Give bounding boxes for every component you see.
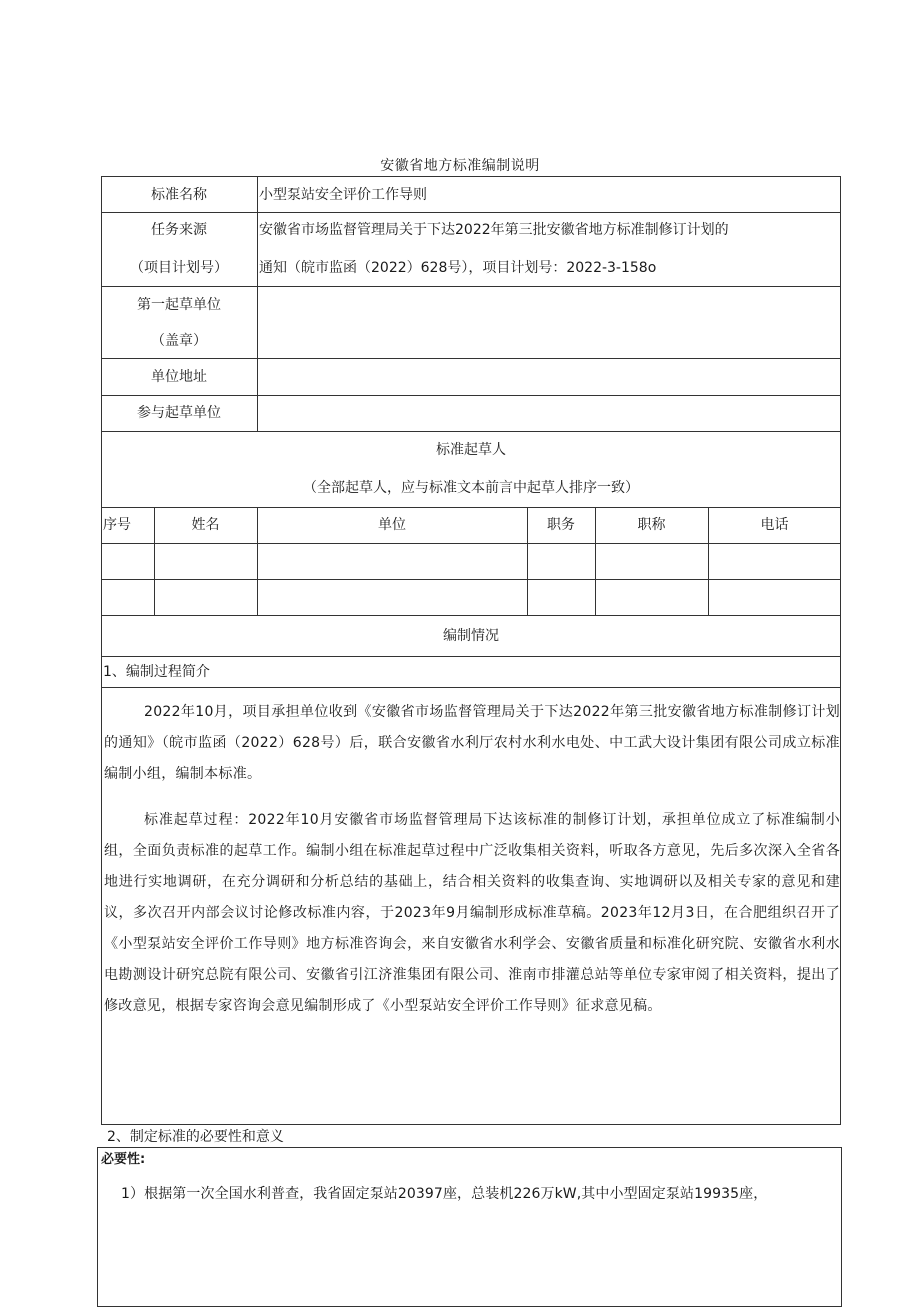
column-header-title: 职称 [637,517,666,533]
necessity-item-1: 1）根据第一次全国水利普查，我省固定泵站20397座，总装机226万kW,其中小型固定泵站19935座， [121,1186,768,1202]
task-source-value: 安徽省市场监督管理局关于下达2022年第三批安徽省地方标准制修订计划的 [259,222,729,238]
necessity-label: 必要性: [101,1152,146,1167]
row-divider [101,286,841,287]
column-header-position: 职务 [547,517,575,533]
section2-title: 2、制定标准的必要性和意义 [107,1129,284,1145]
standard-name-value: 小型泵站安全评价工作导则 [259,187,427,203]
drafters-heading: 标准起草人 [436,442,506,458]
row-divider [101,687,841,688]
project-plan-no-label: （项目计划号） [130,260,228,276]
column-divider [257,176,258,431]
row-divider [101,507,841,508]
row-divider [101,579,841,580]
project-plan-no-value: 通知（皖市监函（2022）628号），项目计划号：2022-3-158o [259,260,657,276]
column-header-name: 姓名 [191,517,220,533]
first-drafter-label: 第一起草单位 [137,297,221,313]
participants-label: 参与起草单位 [137,405,221,421]
task-source-label: 任务来源 [151,222,207,238]
column-header-index: 序号 [103,517,131,533]
section2-table [97,1147,842,1307]
column-header-phone: 电话 [760,517,789,533]
compilation-paragraph-2: 标准起草过程：2022年10月安徽省市场监督管理局下达该标准的制修订计划，承担单位成立了标准编制小组，全面负责标准的起草工作。编制小组在标准起草过程中广泛收集相关资料，听取各方意见，先后多次深入全省各地进行实地调研，在充分调研和分析总结的基础上，结合相关资料的收集查询、实地调研以及相关专家的意见和建议，多次召开内部会议讨论修改标准内容，于2023年9月编制形成标准草稿。2023年12月3日，在合肥组织召开了《小型泵站安全评价工作导则》地方标准咨询会，来自安徽省水利学会、安徽省质量和标准化研究院、安徽省水利水电勘测设计研究总院有限公司、安徽省引江济淮集团有限公司、淮南市排灌总站等单位专家审阅了相关资料，提出了修改意见，根据专家咨询会意见编制形成了《小型泵站安全评价工作导则》征求意见稿。 [104,812,840,1014]
row-divider [101,656,841,657]
row-divider [101,615,841,616]
compilation-heading: 编制情况 [443,628,499,644]
row-divider [101,212,841,213]
compilation-paragraph-1: 2022年10月，项目承担单位收到《安徽省市场监督管理局关于下达2022年第三批安徽省地方标准制修订计划的通知》（皖市监函（2022）628号）后，联合安徽省水利厅农村水利水电处、中工武大设计集团有限公司成立标准编制小组，编制本标准。 [104,704,840,782]
row-divider [101,358,841,359]
address-label: 单位地址 [151,369,207,385]
standard-name-label: 标准名称 [151,187,207,203]
drafters-subheading: （全部起草人，应与标准文本前言中起草人排序一致） [303,480,639,496]
seal-label: （盖章） [151,333,207,349]
row-divider [101,395,841,396]
row-divider [101,431,841,432]
document-title: 安徽省地方标准编制说明 [380,158,540,174]
section1-title: 1、编制过程简介 [103,664,210,680]
column-header-unit: 单位 [378,517,406,533]
row-divider [101,543,841,544]
